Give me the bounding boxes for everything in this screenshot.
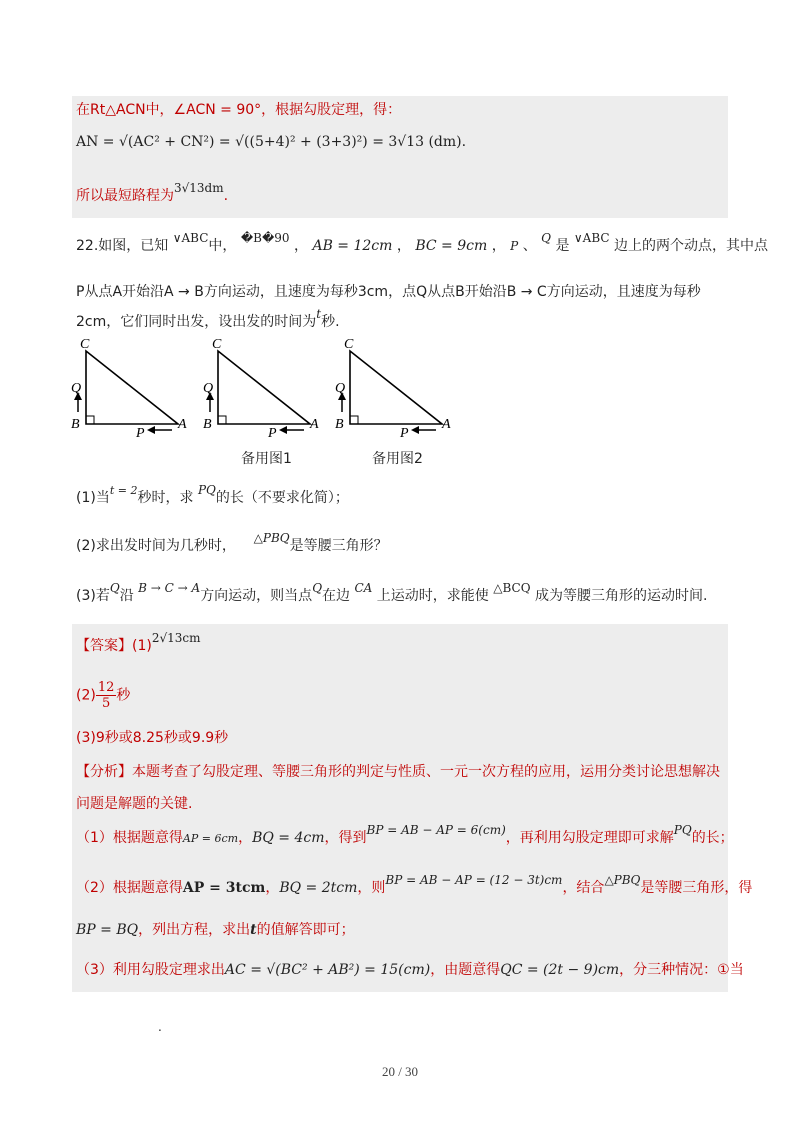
solution-line-2: AN = √(AC² + CN²) = √((5+4)² + (3+3)²) = 3√13 (dm). (76, 134, 467, 150)
separator: ， (238, 830, 253, 846)
ap-3t: AP = 3tcm (182, 880, 266, 896)
period: . (223, 188, 229, 204)
triangle-pbq: △PBQ (253, 531, 290, 545)
analysis-step-2 (76, 873, 753, 898)
question-2 (76, 531, 388, 556)
shortest-path-text: 所以最短路程为 (76, 188, 174, 204)
problem-text: 边上的两个动点，其中点 (614, 238, 769, 254)
label-p: P (136, 426, 145, 441)
solution-line-1: 在Rt△ACN中，∠ACN = 90°，根据勾股定理，得： (76, 102, 402, 118)
analysis-text: （2）根据题意得 (76, 880, 183, 896)
triangle-abc-2: ∨ABC (573, 231, 610, 245)
answer-label: 【答案】 (76, 638, 132, 654)
analysis-text: （1）根据题意得 (76, 830, 183, 846)
answer-unit: 秒 (116, 687, 131, 704)
triangle-bcq: △BCQ (493, 581, 531, 595)
separator: 、 (522, 238, 537, 254)
problem-text: 如图，已知 (98, 238, 169, 254)
point-q: Q (541, 231, 551, 245)
point-q: Q (109, 581, 120, 595)
label-b: B (335, 417, 344, 432)
shortest-path-value: 3√13dm (174, 181, 224, 195)
question-text: (3)若 (76, 588, 110, 604)
fraction-12-5 (96, 680, 117, 711)
question-text: 在边 (322, 588, 351, 604)
label-c: C (80, 337, 90, 352)
analysis-text: ，得到 (324, 830, 367, 846)
label-a: A (178, 417, 187, 432)
segment-pq: PQ (673, 823, 692, 837)
question-text: 是等腰三角形？ (289, 538, 388, 554)
label-q: Q (71, 381, 82, 396)
bp-equals-bq: BP = BQ (76, 922, 139, 938)
triangle-pbq: △PBQ (604, 873, 641, 887)
figure-caption-2: 备用图2 (372, 451, 423, 467)
analysis-step-3 (76, 960, 744, 980)
var-t: t (316, 307, 322, 321)
analysis-label: 【分析】 (76, 764, 132, 780)
label-c: C (344, 337, 354, 352)
analysis-step-2-cont (76, 920, 355, 940)
analysis-line-1 (76, 762, 720, 782)
question-3 (76, 581, 708, 606)
problem-text: 秒. (321, 314, 340, 330)
bq-4cm: BQ = 4cm (252, 830, 325, 846)
analysis-text: ，分三种情况：①当 (619, 962, 744, 978)
ap-6cm: AP = 6cm (182, 832, 239, 845)
analysis-step-1 (76, 823, 734, 849)
analysis-text: ，由题意得 (430, 962, 501, 978)
figure-spare-1 (203, 337, 319, 441)
triangle-abc: ∨ABC (172, 231, 209, 245)
answer-3: (3)9秒或8.25秒或9.9秒 (76, 730, 229, 746)
answer-prefix: (2) (76, 687, 96, 704)
answer-2 (76, 680, 130, 711)
question-text: 秒时，求 (137, 490, 194, 506)
analysis-text: 的长； (691, 830, 734, 846)
angle-b: �B�90 (240, 231, 290, 245)
answer-1-value: 2√13cm (151, 631, 201, 645)
question-text: 上运动时，求能使 (376, 588, 489, 604)
stray-dot: . (158, 1020, 162, 1034)
label-b: B (203, 417, 212, 432)
problem-number: 22. (76, 238, 99, 254)
triangle-figures (70, 336, 470, 446)
solution-line-3 (76, 181, 229, 206)
path-bca: B → C → A (138, 581, 201, 595)
label-p: P (400, 426, 409, 441)
answer-1 (76, 631, 201, 656)
analysis-text: 本题考查了勾股定理、等腰三角形的判定与性质、一元一次方程的应用，运用分类讨论思想解决 (132, 764, 720, 780)
question-text: 的长（不要求化简）； (215, 490, 349, 506)
ac-equation: AC = √(BC² + AB²) = 15(cm) (224, 962, 431, 978)
question-1 (76, 483, 349, 509)
var-t: t (250, 922, 257, 938)
bp-equation: BP = AB − AP = 6(cm) (366, 823, 506, 837)
bc-length: BC = 9cm (415, 238, 488, 254)
label-c: C (212, 337, 222, 352)
analysis-text: 是等腰三角形，得 (640, 880, 753, 896)
analysis-text: ，列出方程，求出 (138, 922, 251, 938)
question-text: (2)求出发时间为几秒时， (76, 538, 236, 554)
side-ca: CA (354, 581, 373, 595)
segment-pq: PQ (197, 483, 216, 497)
label-q: Q (335, 381, 346, 396)
fraction-denominator: 5 (101, 696, 111, 711)
problem-text: 2cm，它们同时出发，设出发的时间为 (76, 314, 317, 330)
analysis-text: ，结合 (562, 880, 605, 896)
analysis-text: ，则 (357, 880, 386, 896)
bp-12-3t: BP = AB − AP = (12 − 3t)cm (385, 873, 563, 887)
answer-prefix: (1) (132, 638, 152, 654)
question-text: 方向运动，则当点 (200, 588, 313, 604)
analysis-text: （3）利用勾股定理求出 (76, 962, 225, 978)
analysis-text: 的值解答即可； (256, 922, 355, 938)
figure-main (71, 337, 187, 441)
separator: ， (265, 880, 280, 896)
fraction-numerator: 12 (97, 680, 115, 695)
t-equals-2: t = 2 (109, 484, 138, 497)
question-text: 成为等腰三角形的运动时间. (535, 588, 708, 604)
figure-spare-2 (335, 337, 451, 441)
label-b: B (71, 417, 80, 432)
ab-length: AB = 12cm (312, 238, 393, 254)
label-p: P (268, 426, 277, 441)
analysis-line-2: 问题是解题的关键. (76, 796, 193, 812)
figure-caption-1: 备用图1 (241, 451, 292, 467)
point-q: Q (312, 581, 323, 595)
point-p: P (510, 239, 519, 253)
problem-text: 是 (555, 238, 570, 254)
problem-text: 中， (208, 238, 237, 254)
question-text: (1)当 (76, 490, 110, 506)
problem-line-3 (76, 307, 340, 332)
problem-line-1: 22.如图，已知 ∨ABC中， �B�90 ， AB = 12cm ， BC = 9cm ， P 、 Q 是 ∨ABC 边上的两个动点，其中点 (76, 231, 769, 254)
qc-equation: QC = (2t − 9)cm (500, 962, 620, 978)
label-a: A (442, 417, 451, 432)
label-a: A (310, 417, 319, 432)
label-q: Q (203, 381, 214, 396)
page-number: 20 / 30 (381, 1064, 419, 1079)
problem-line-2: P从点A开始沿A → B方向运动，且速度为每秒3cm，点Q从点B开始沿B → C方向运动，且速度为每秒 (76, 284, 701, 300)
bq-2t: BQ = 2tcm (279, 880, 358, 896)
question-text: 沿 (119, 588, 134, 604)
analysis-text: ，再利用勾股定理即可求解 (505, 830, 674, 846)
